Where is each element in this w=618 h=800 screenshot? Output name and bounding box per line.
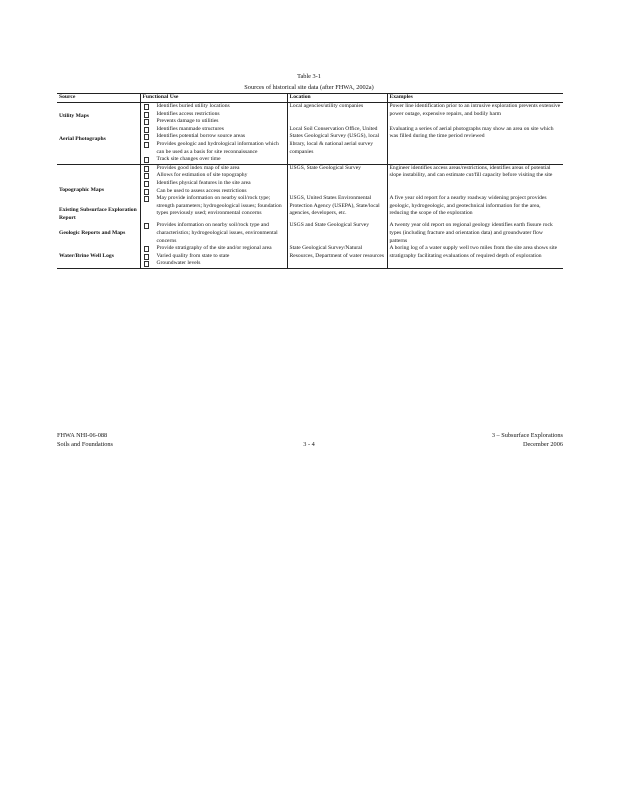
historical-site-data-table: [57, 93, 563, 269]
bullet-box-icon: [144, 246, 149, 252]
list-item: Can be used to assess access restrictions: [143, 188, 285, 196]
table-number: Table 3-1: [297, 73, 321, 80]
footer-right: [460, 431, 563, 449]
functional-use-list: [143, 165, 285, 195]
functional-use-list: [143, 126, 285, 164]
source-name: Utility Maps: [59, 113, 89, 119]
location-text: Local Soil Conservation Office, United States Geological Survey (USGS), local library, local & national aerial survey companies: [289, 125, 380, 155]
location-text: Local agencies/utility companies: [289, 103, 364, 109]
functional-use-list: [143, 195, 285, 218]
functional-use-list: [143, 245, 285, 268]
list-item: Identifies manmade structures: [143, 126, 285, 134]
bullet-box-icon: [144, 104, 149, 110]
source-name: Aerial Photographs: [59, 135, 106, 142]
footer-date: December 2006: [522, 441, 563, 448]
bullet-box-icon: [144, 127, 149, 133]
list-item: Track site changes over time: [143, 156, 285, 164]
bullet-box-icon: [144, 173, 149, 179]
source-name: Existing Subsurface Exploration Report: [59, 207, 137, 221]
list-item: Identifies buried utility locations: [143, 103, 285, 111]
table-row: [57, 195, 563, 222]
bullet-box-icon: [144, 142, 149, 148]
list-item: Identifies access restrictions: [143, 111, 285, 119]
list-item: Provides geologic and hydrological information which can be used as a basis for site reconnaissance: [143, 141, 285, 156]
functional-use-list: [143, 103, 285, 126]
table-row: [57, 103, 563, 126]
bullet-box-icon: [144, 134, 149, 140]
bullet-box-icon: [144, 254, 149, 260]
header-location: Location: [287, 94, 387, 103]
source-name: Water/Brine Well Logs: [59, 253, 114, 260]
source-name: Geologic Reports and Maps: [59, 230, 126, 237]
example-text: Engineer identifies access areas/restrictions, identifies areas of potential slope instability, and can estimate cut/fill capacity before visiting the site: [389, 164, 553, 179]
table-row: [57, 126, 563, 164]
location-text: State Geological Survey/Natural Resources, Department of water resources: [289, 245, 385, 259]
footer-doc-id: FHWA NHI-06-088: [57, 432, 108, 439]
bullet-box-icon: [144, 189, 149, 195]
header-examples: Examples: [387, 94, 563, 103]
table-row: [57, 245, 563, 268]
footer-page-number: 3 - 4: [303, 441, 315, 448]
example-text: Power line identification prior to an intrusive exploration prevents extensive power outage, expensive repairs, and bodily harm: [389, 103, 561, 117]
table-row: [57, 164, 563, 195]
table-caption: Sources of historical site data (after FHWA, 2002a): [244, 84, 374, 91]
footer-doc-title: Soils and Foundations: [57, 441, 113, 448]
list-item: Provide stratigraphy of the site and/or regional area: [143, 245, 285, 253]
table-header-row: [57, 94, 563, 103]
example-text: A boring log of a water supply well two miles from the site area shows site stratigraphy facilitating evaluations of required depth of exploration: [389, 245, 558, 259]
header-functional-use: Functional Use: [140, 94, 287, 103]
bullet-box-icon: [144, 223, 149, 229]
list-item: Varied quality from state to state: [143, 253, 285, 261]
source-name: Topographic Maps: [59, 186, 105, 193]
example-text: A twenty year old report on regional geology identifies earth fissure rock types (including fracture and orientation data) and groundwater flow patterns: [389, 222, 553, 244]
header-source: Source: [57, 94, 140, 103]
example-text: Evaluating a series of aerial photographs may show an area on site which was filled during the time period reviewed: [389, 125, 554, 140]
list-item: Identifies physical features in the site area: [143, 180, 285, 188]
location-text: USGS, United States Environmental Protection Agency (USEPA), State/local agencies, developers, etc.: [289, 195, 380, 217]
example-text: A five year old report for a nearby roadway widening project provides geologic, hydrogeologic, and geotechnical information for the area, reducing the scope of the exploration: [389, 195, 547, 217]
footer-chapter: 3 – Subsurface Explorations: [491, 432, 563, 439]
bullet-box-icon: [144, 261, 149, 267]
location-text: USGS, State Geological Survey: [289, 164, 361, 171]
bullet-box-icon: [144, 112, 149, 118]
bullet-box-icon: [144, 181, 149, 187]
functional-use-list: [143, 222, 285, 245]
bullet-box-icon: [144, 119, 149, 125]
bullet-box-icon: [144, 157, 149, 163]
list-item: Identifies potential borrow source areas: [143, 133, 285, 141]
list-item: Allows for estimation of site topography: [143, 172, 285, 180]
list-item: Provides information on nearby soil/rock type and characteristics; hydrogeological issues, environmental concerns: [143, 222, 285, 245]
table-row: [57, 222, 563, 245]
list-item: Groundwater levels: [143, 260, 285, 268]
bullet-box-icon: [144, 166, 149, 172]
bullet-box-icon: [144, 196, 149, 202]
list-item: Prevents damage to utilities: [143, 118, 285, 126]
list-item: May provide information on nearby soil/rock type; strength parameters; hydrogeological issues; foundation types previously used; environmental concerns: [143, 195, 285, 218]
location-text: USGS and State Geological Survey: [289, 222, 370, 229]
list-item: Provides good index map of site area: [143, 165, 285, 173]
